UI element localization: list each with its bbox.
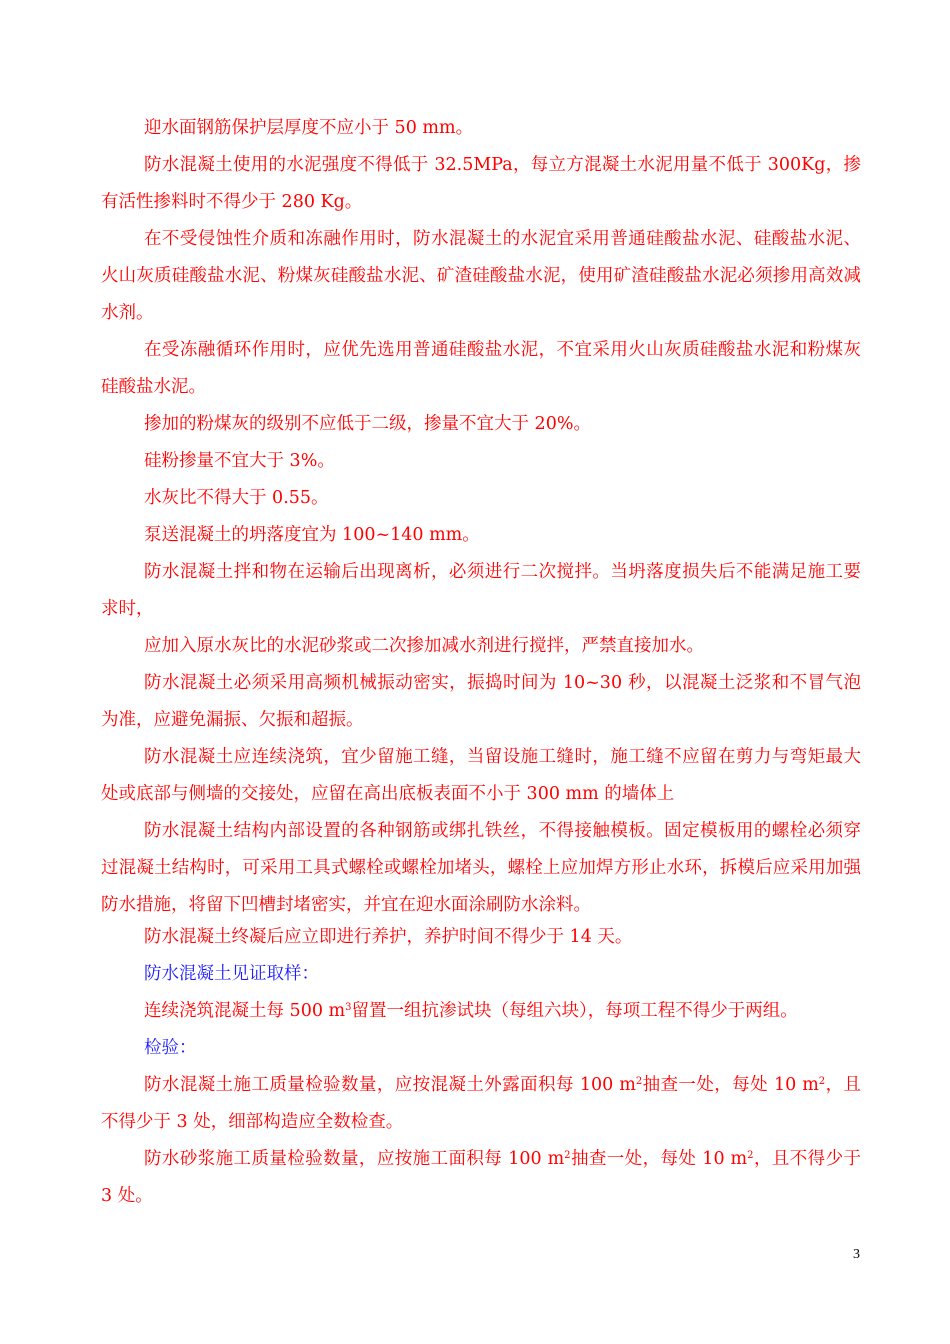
text-segment: 防水砂浆施工质量检验数量，应按施工面积每 100 m (144, 1149, 565, 1169)
page-number: 3 (853, 1247, 860, 1262)
paragraph-construction-joint: 防水混凝土应连续浇筑，宜少留施工缝，当留设施工缝时，施工缝不应留在剪力与弯矩最大处或底部与侧墙的交接处，应留在高出底板表面不小于 300 mm 的墙体上 (101, 747, 861, 804)
paragraph-cover-thickness: 迎水面钢筋保护层厚度不应小于 50 mm。 (144, 118, 474, 138)
paragraph-vibration: 防水混凝土必须采用高频机械振动密实，振捣时间为 10~30 秒，以混凝土泛浆和不冒气泡为准，应避免漏振、欠振和超振。 (101, 673, 861, 730)
paragraph-cement-type: 在不受侵蚀性介质和冻融作用时，防水混凝土的水泥宜采用普通硅酸盐水泥、硅酸盐水泥、火山灰质硅酸盐水泥、粉煤灰硅酸盐水泥、矿渣硅酸盐水泥，使用矿渣硅酸盐水泥必须掺用高效减水剂。 (101, 229, 861, 323)
paragraph-concrete-inspection (101, 1067, 861, 1141)
text-segment: 抽查一处，每处 10 m (642, 1075, 819, 1095)
paragraph-formwork-bolts: 防水混凝土结构内部设置的各种钢筋或绑扎铁丝，不得接触模板。固定模板用的螺栓必须穿过混凝土结构时，可采用工具式螺栓或螺栓加堵头，螺栓上应加焊方形止水环，拆模后应采用加强防水措施，将留下凹槽封堵密实，并宜在迎水面涂刷防水涂料。 (101, 821, 861, 915)
paragraph-water-cement-ratio: 水灰比不得大于 0.55。 (144, 488, 329, 508)
paragraph-curing: 防水混凝土终凝后应立即进行养护，养护时间不得少于 14 天。 (144, 927, 633, 947)
heading-inspection: 检验： (144, 1038, 197, 1058)
paragraph-sampling-rule (101, 993, 861, 1030)
paragraph-remixing: 应加入原水灰比的水泥砂浆或二次掺加减水剂进行搅拌，严禁直接加水。 (144, 636, 704, 656)
superscript: 2 (635, 1076, 643, 1087)
paragraph-segregation: 防水混凝土拌和物在运输后出现离析，必须进行二次搅拌。当坍落度损失后不能满足施工要求时， (101, 562, 861, 619)
text-segment: 防水混凝土施工质量检验数量，应按混凝土外露面积每 100 m (144, 1075, 636, 1095)
paragraph-cement-strength: 防水混凝土使用的水泥强度不得低于 32.5MPa，每立方混凝土水泥用量不低于 300Kg，掺有活性掺料时不得少于 280 Kg。 (101, 155, 861, 212)
superscript: 2 (564, 1150, 571, 1161)
text-segment: 连续浇筑混凝土每 500 m (144, 1001, 346, 1021)
superscript: 3 (345, 1002, 352, 1013)
text-segment: ，且不得少于 3 处，细部构造应全数检查。 (101, 1075, 861, 1132)
paragraph-silica-fume: 硅粉掺量不宜大于 3%。 (144, 451, 335, 471)
paragraph-fly-ash: 掺加的粉煤灰的级别不应低于二级，掺量不宜大于 20%。 (144, 414, 591, 434)
heading-witness-sampling: 防水混凝土见证取样： (144, 964, 319, 984)
text-segment: 留置一组抗渗试块（每组六块），每项工程不得少于两组。 (351, 1001, 798, 1021)
paragraph-slump: 泵送混凝土的坍落度宜为 100~140 mm。 (144, 525, 480, 545)
text-segment: ，且不得少于 3 处。 (101, 1149, 861, 1206)
paragraph-mortar-inspection (101, 1141, 861, 1215)
text-segment: 抽查一处，每处 10 m (570, 1149, 748, 1169)
paragraph-freeze-thaw: 在受冻融循环作用时，应优先选用普通硅酸盐水泥，不宜采用火山灰质硅酸盐水泥和粉煤灰硅酸盐水泥。 (101, 340, 861, 397)
superscript: 2 (747, 1150, 754, 1161)
superscript: 2 (818, 1076, 826, 1087)
